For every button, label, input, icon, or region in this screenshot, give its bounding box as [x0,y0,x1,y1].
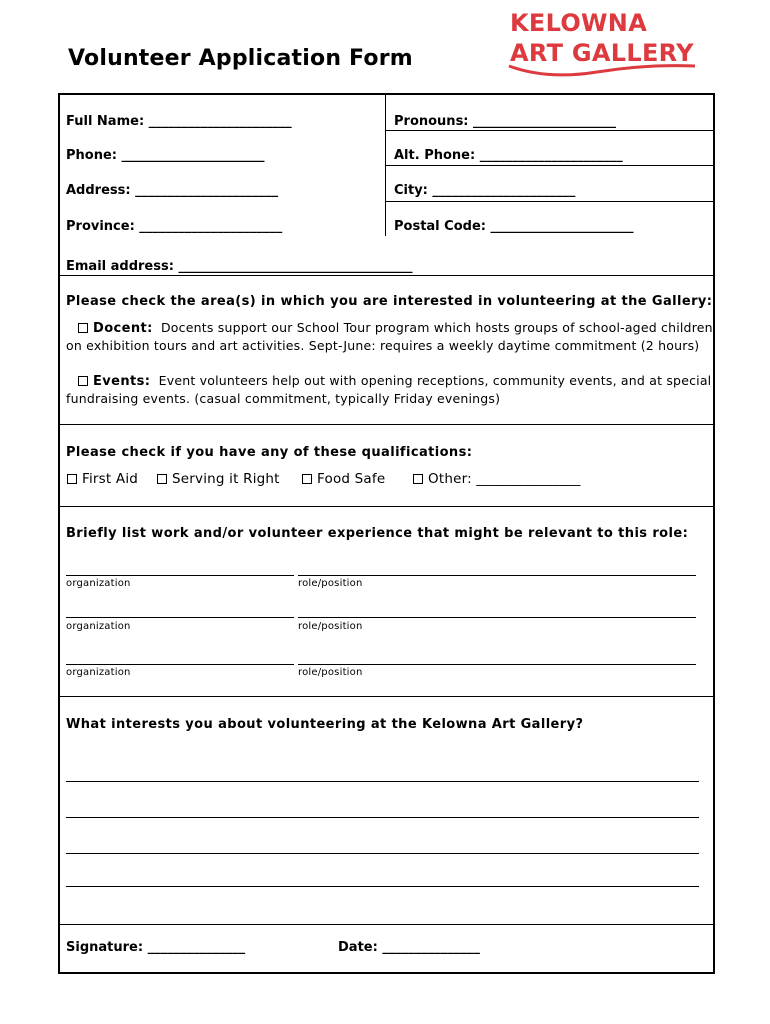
gallery-logo [507,6,699,80]
address-field[interactable]: Address: ______________________ [66,183,279,198]
phone-field[interactable]: Phone: ______________________ [66,148,265,163]
role-input[interactable] [298,664,696,665]
form-title: Volunteer Application Form [68,46,413,71]
date-field[interactable]: Date: _______________ [338,940,480,955]
events-description-2: fundraising events. (casual commitment, typically Friday evenings) [66,391,501,406]
other-label: Other: _______________ [428,471,581,487]
divider [386,130,715,131]
interest-answer-line[interactable] [66,817,699,818]
other-checkbox[interactable] [413,474,423,484]
experience-heading: Briefly list work and/or volunteer experience that might be relevant to this role: [66,526,689,541]
docent-option[interactable] [78,320,713,336]
divider [385,93,386,236]
role-input[interactable] [298,617,696,618]
other-option[interactable] [413,471,581,487]
divider [58,506,715,507]
qualifications-heading: Please check if you have any of these qualifications: [66,445,473,460]
organization-label: organization [66,667,131,678]
divider [58,696,715,697]
docent-checkbox[interactable] [78,323,88,333]
email-field[interactable]: Email address: ____________________________________ [66,259,413,274]
first-aid-option[interactable] [67,471,138,487]
areas-heading: Please check the area(s) in which you are interested in volunteering at the Gallery: [66,294,713,309]
docent-label: Docent: [93,321,153,336]
organization-input[interactable] [66,664,294,665]
interest-answer-line[interactable] [66,853,699,854]
interest-heading: What interests you about volunteering at the Kelowna Art Gallery? [66,717,584,732]
first-aid-checkbox[interactable] [67,474,77,484]
divider [58,924,715,925]
events-option[interactable] [78,373,711,389]
serving-checkbox[interactable] [157,474,167,484]
logo-line-1: KELOWNA [510,9,648,37]
docent-description-2: on exhibition tours and art activities. Sept-June: requires a weekly daytime commitment (2 hours) [66,338,700,353]
role-label: role/position [298,667,363,678]
divider [58,275,715,276]
events-label: Events: [93,374,151,389]
food-safe-option[interactable] [302,471,385,487]
role-input[interactable] [298,575,696,576]
province-field[interactable]: Province: ______________________ [66,219,283,234]
interest-answer-line[interactable] [66,886,699,887]
signature-field[interactable]: Signature: _______________ [66,940,246,955]
role-label: role/position [298,621,363,632]
logo-swoosh-icon [507,62,699,80]
divider [386,201,715,202]
organization-input[interactable] [66,617,294,618]
docent-description: Docents support our School Tour program which hosts groups of school-aged children [160,320,713,335]
pronouns-field[interactable]: Pronouns: ______________________ [394,114,617,129]
serving-option[interactable] [157,471,280,487]
organization-label: organization [66,621,131,632]
interest-answer-line[interactable] [66,781,699,782]
alt-phone-field[interactable]: Alt. Phone: ______________________ [394,148,623,163]
divider [386,165,715,166]
food-safe-checkbox[interactable] [302,474,312,484]
food-safe-label: Food Safe [317,471,386,487]
postal-code-field[interactable]: Postal Code: ______________________ [394,219,634,234]
divider [58,424,715,425]
logo-line-2: ART GALLERY [510,39,694,67]
first-aid-label: First Aid [82,471,139,487]
serving-label: Serving it Right [172,471,280,487]
full-name-field[interactable]: Full Name: ______________________ [66,114,292,129]
role-label: role/position [298,578,363,589]
events-description: Event volunteers help out with opening receptions, community events, and at special [158,373,712,388]
events-checkbox[interactable] [78,376,88,386]
organization-input[interactable] [66,575,294,576]
organization-label: organization [66,578,131,589]
city-field[interactable]: City: ______________________ [394,183,576,198]
